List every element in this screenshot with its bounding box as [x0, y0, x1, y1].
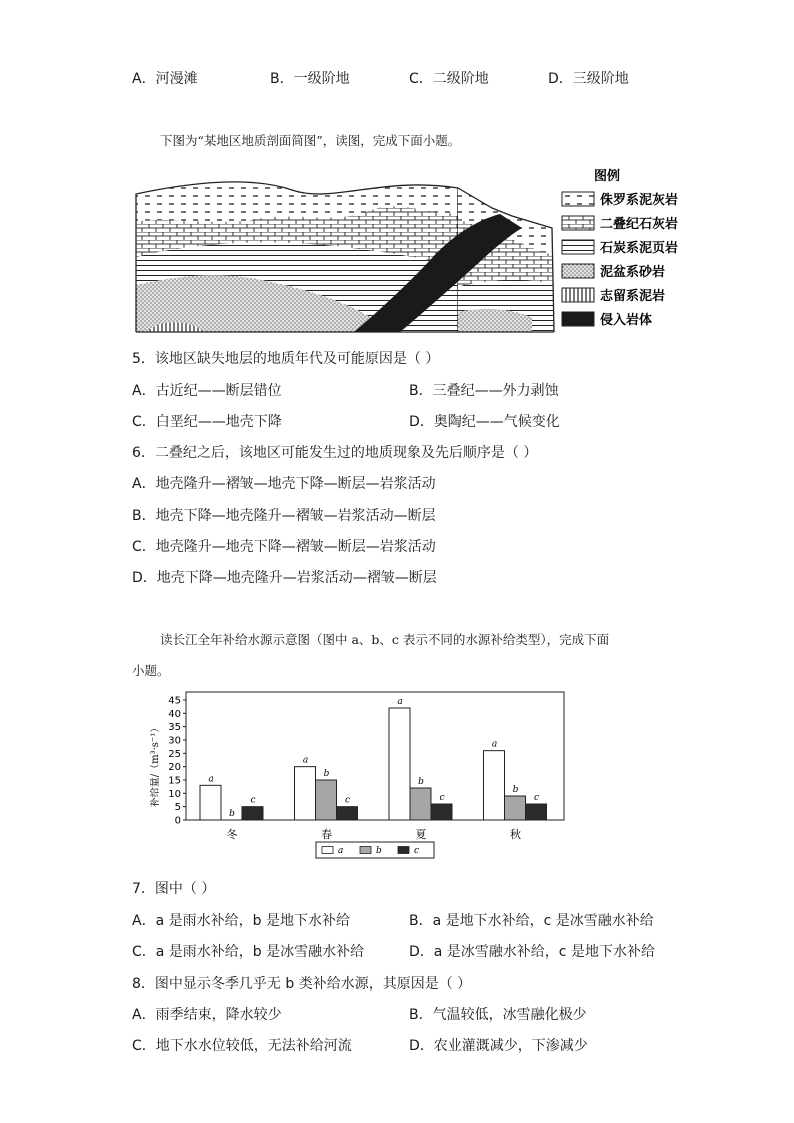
q8-option-d: D．农业灌溉减少，下渗减少 [409, 1038, 588, 1054]
bar-label-a: a [208, 774, 214, 785]
legend-label-devonian: 泥盆系砂岩 [600, 265, 666, 280]
y-tick-label: 20 [168, 762, 181, 774]
category-label: 春 [321, 828, 332, 841]
y-tick-label: 0 [174, 815, 181, 827]
intro-geology: 下图为“某地区地质剖面简图”，读图，完成下面小题。 [160, 133, 461, 148]
legend-swatch-devonian [562, 264, 594, 278]
legend-swatch-jurassic [562, 192, 594, 206]
category-label: 秋 [510, 828, 521, 841]
bar-b [505, 796, 526, 820]
q6-option-a: A．地壳隆升—褶皱—地壳下降—断层—岩浆活动 [132, 476, 436, 492]
q5-option-d: D．奥陶纪——气候变化 [409, 414, 560, 430]
q4-option-a: A．河漫滩 [132, 71, 198, 87]
y-tick-label: 10 [168, 788, 181, 800]
q7-option-a: A．a 是雨水补给，b 是地下水补给 [132, 913, 350, 929]
bar-label-a: a [397, 697, 403, 707]
y-axis-label: 补给量/（m³·s⁻¹） [150, 722, 161, 808]
bar-c [431, 804, 452, 820]
y-tick-label: 25 [168, 748, 181, 760]
bar-label-b: b [418, 777, 424, 787]
legend-title: 图例 [594, 169, 621, 184]
q7-stem: 7．图中（ ） [132, 881, 216, 897]
category-label: 夏 [415, 828, 427, 841]
legend-label-permian: 二叠纪石灰岩 [600, 217, 679, 232]
bar-label-c: c [344, 795, 351, 806]
bar-c [337, 807, 358, 820]
q5-option-b: B．三叠纪——外力剥蚀 [409, 383, 559, 399]
legend-label-c: c [414, 846, 420, 856]
q6-option-d: D．地壳下降—地壳隆升—岩浆活动—褶皱—断层 [132, 570, 437, 586]
bar-c [242, 807, 263, 820]
q5-stem: 5．该地区缺失地层的地质年代及可能原因是（ ） [132, 351, 440, 367]
y-tick-label: 45 [168, 695, 181, 707]
q6-option-b: B．地壳下降—地壳隆升—褶皱—岩浆活动—断层 [132, 508, 436, 524]
legend-label-a: a [338, 846, 344, 856]
q7-option-d: D．a 是冰雪融水补给，c 是地下水补给 [409, 944, 655, 960]
y-tick-label: 15 [168, 775, 181, 787]
bar-a [484, 751, 505, 820]
bar-label-b: b [229, 809, 235, 819]
q7-option-b: B．a 是地下水补给，c 是冰雪融水补给 [409, 913, 654, 929]
bar-b [316, 780, 337, 820]
legend-label-b: b [376, 846, 382, 856]
legend-swatch-intrusive [562, 312, 594, 326]
bar-a [389, 708, 410, 820]
legend-swatch-c [398, 847, 409, 854]
q8-option-a: A．雨季结束，降水较少 [132, 1007, 282, 1023]
legend-swatch-carboniferous [562, 240, 594, 254]
water-supply-bar-chart [150, 690, 570, 870]
intro-yangtze-line1: 读长江全年补给水源示意图（图中 a、b、c 表示不同的水源补给类型），完成下面 [160, 632, 610, 647]
q8-stem: 8．图中显示冬季几乎无 b 类补给水源，其原因是（ ） [132, 976, 472, 992]
legend-swatch-silurian [562, 288, 594, 302]
legend-label-jurassic: 侏罗系泥灰岩 [600, 193, 679, 208]
y-tick-label: 35 [168, 722, 181, 734]
bar-label-a: a [491, 739, 498, 750]
legend-label-carboniferous: 石炭系泥页岩 [600, 241, 679, 256]
q8-option-b: B．气温较低，冰雪融化极少 [409, 1007, 587, 1023]
bar-label-c: c [250, 795, 256, 806]
q5-option-a: A．古近纪——断层错位 [132, 383, 282, 399]
y-tick-label: 30 [168, 735, 181, 747]
geology-cross-section [132, 168, 692, 338]
bar-c [526, 804, 547, 820]
bar-label-c: c [439, 793, 445, 803]
intro-yangtze-line2: 小题。 [132, 663, 170, 678]
q5-option-c: C．白垩纪——地壳下降 [132, 414, 282, 430]
legend-swatch-a [322, 847, 333, 854]
legend-label-silurian: 志留系泥岩 [600, 289, 666, 304]
bar-a [200, 785, 221, 820]
legend-swatch-permian [562, 216, 594, 230]
q4-option-c: C．二级阶地 [409, 71, 489, 87]
bar-label-b: b [512, 785, 519, 795]
bar-label-a: a [302, 755, 309, 766]
geology-legend [562, 168, 678, 328]
y-tick-label: 5 [174, 802, 181, 814]
q4-option-d: D．三级阶地 [548, 71, 629, 87]
y-tick-label: 40 [168, 708, 181, 720]
plot-area [168, 692, 564, 858]
bar-label-b: b [323, 769, 330, 779]
bar-label-c: c [533, 793, 540, 803]
q6-option-c: C．地壳隆升—地壳下降—褶皱—断层—岩浆活动 [132, 539, 436, 555]
category-label: 冬 [226, 828, 238, 841]
legend-label-intrusive: 侵入岩体 [600, 313, 653, 328]
bar-a [295, 767, 316, 820]
bar-b [410, 788, 431, 820]
q6-stem: 6．二叠纪之后，该地区可能发生过的地质现象及先后顺序是（ ） [132, 445, 538, 461]
q8-option-c: C．地下水水位较低，无法补给河流 [132, 1038, 352, 1054]
q7-option-c: C．a 是雨水补给，b 是冰雪融水补给 [132, 944, 365, 960]
q4-option-b: B．一级阶地 [270, 71, 350, 87]
legend-swatch-b [360, 847, 371, 854]
